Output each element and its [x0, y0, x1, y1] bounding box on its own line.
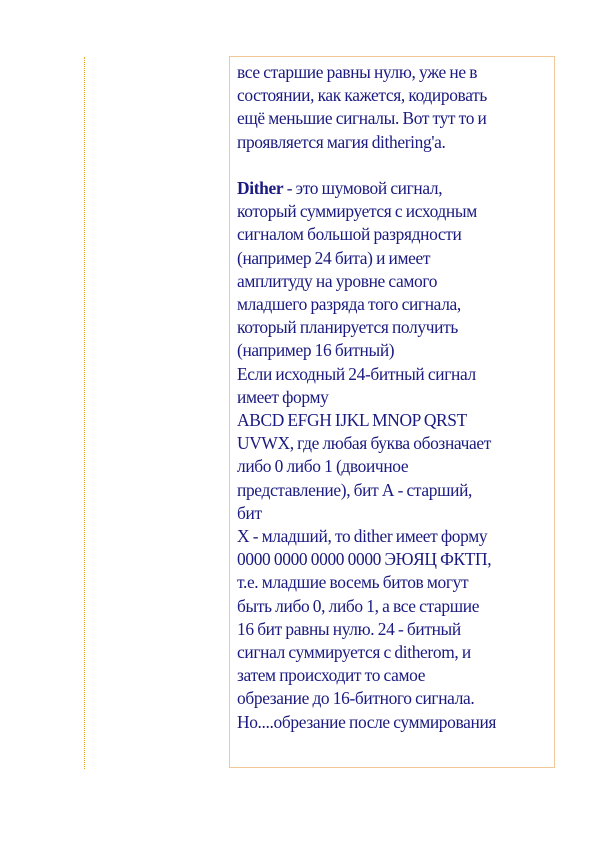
text-line: ABCD EFGH IJKL MNOP QRST	[237, 410, 467, 431]
text-line: затем происходит то самое	[237, 665, 426, 686]
text-line: (например 16 битный)	[237, 340, 395, 361]
text-line: проявляется магия dithering'a.	[237, 131, 446, 152]
text-line: быть либо 0, либо 1, а все старшие	[237, 595, 480, 616]
dither-term: Dither	[237, 178, 284, 198]
text-line: представление), бит А - старший,	[237, 479, 473, 500]
text-line: который планируется получить	[237, 317, 458, 338]
text-line: либо 0 либо 1 (двоичное	[237, 456, 409, 477]
text-line: UVWX, где любая буква обозначает	[237, 433, 491, 454]
text-line: 0000 0000 0000 0000 ЭЮЯЦ ФКТП,	[237, 549, 492, 570]
dither-definition-text: - это шумовой сигнал,	[283, 178, 443, 198]
text-line: Если исходный 24-битный сигнал	[237, 363, 476, 384]
paragraph-gap	[237, 154, 554, 177]
text-line: младшего разряда того сигнала,	[237, 294, 461, 315]
dither-definition-line	[237, 177, 554, 200]
text-line: амплитуду на уровне самого	[237, 270, 438, 291]
margin-rule	[84, 57, 85, 769]
text-line: 16 бит равны нулю. 24 - битный	[237, 618, 461, 639]
text-line: бит	[237, 502, 262, 523]
body-text	[237, 61, 554, 734]
text-line: сигналом большой разрядности	[237, 224, 462, 245]
text-line: Но....обрезание после суммирования	[237, 711, 497, 732]
text-line: все старшие равны нулю, уже не в	[237, 62, 478, 82]
text-line: имеет форму	[237, 386, 329, 407]
text-line: ещё меньшие сигналы. Вот тут то и	[237, 108, 487, 129]
text-line: X - младший, то dither имеет форму	[237, 526, 488, 547]
text-line: сигнал суммируется с ditherom, и	[237, 642, 471, 663]
text-line: который суммируется с исходным	[237, 201, 477, 222]
text-line: т.е. младшие восемь битов могут	[237, 572, 469, 593]
text-line: (например 24 бита) и имеет	[237, 247, 431, 268]
text-line: состоянии, как кажется, кодировать	[237, 85, 487, 106]
text-frame	[229, 56, 555, 768]
text-line: обрезание до 16-битного сигнала.	[237, 688, 475, 709]
